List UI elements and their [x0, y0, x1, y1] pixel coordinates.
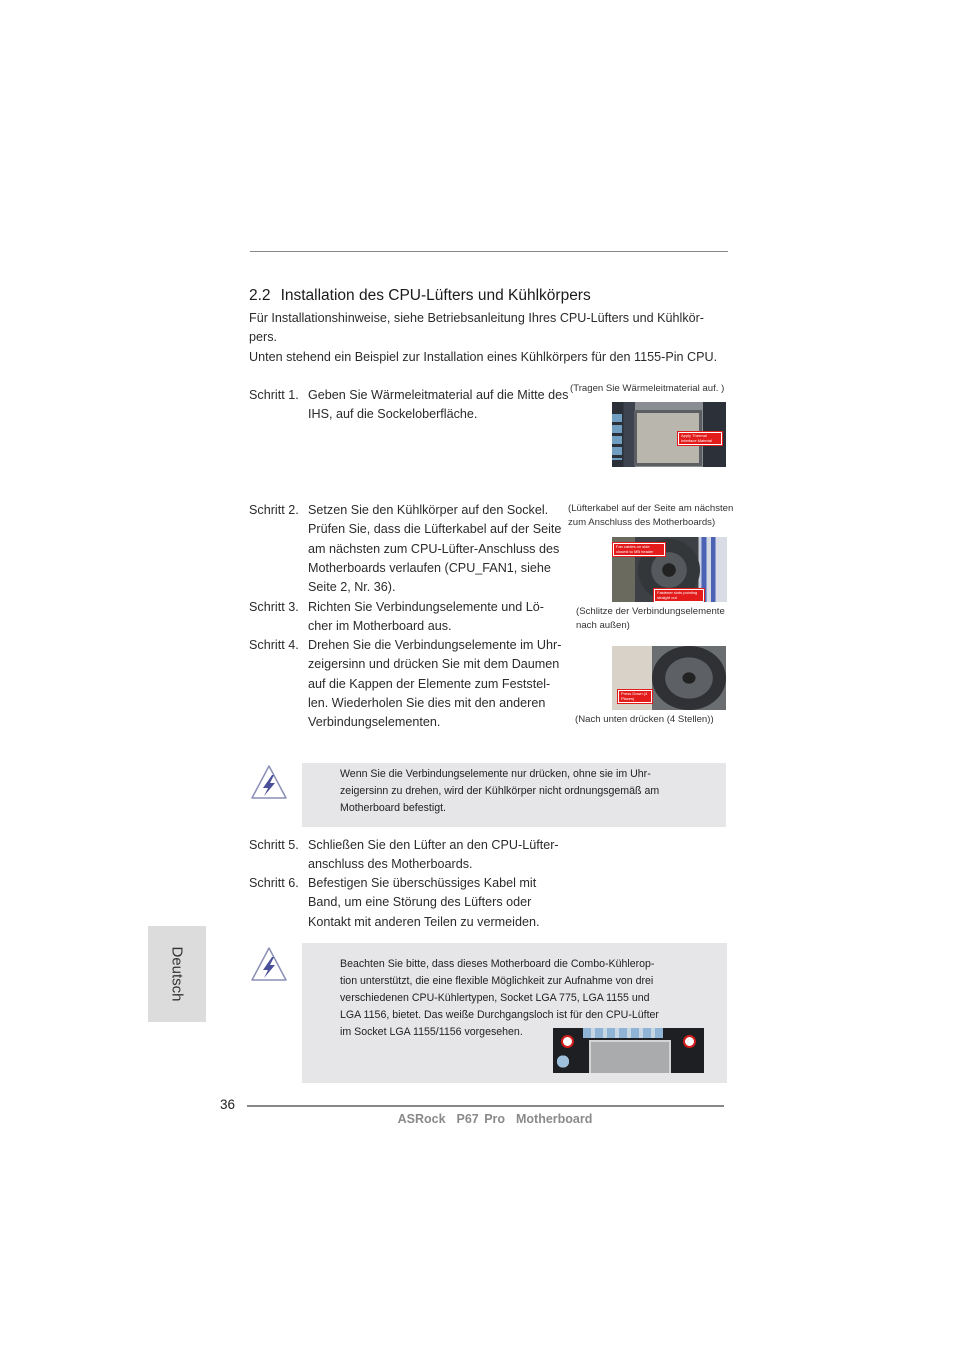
step-text: Drehen Sie die Verbindungselemente im Uhr-zeigersinn und drücken Sie mit dem Daumen auf die Kappen der Elemente zum Feststel-len. Wiederholen Sie dies mit den anderen Verbindungselementen. — [308, 638, 562, 730]
step-text: Setzen Sie den Kühlkörper auf den Sockel. Prüfen Sie, dass die Lüfterkabel auf der Seite am nächsten zum CPU-Lüfter-Anschluss des Motherboards verlaufen (CPU_FAN1, siehe Seite 2, Nr. 36). — [308, 503, 562, 595]
language-tab: Deutsch — [148, 926, 206, 1022]
photo-caption: (Lüfterkabel auf der Seite am nächsten — [568, 503, 734, 514]
intro-line: Unten stehend ein Beispiel zur Installation eines Kühlkörpers für den 1155-Pin CPU. — [249, 349, 718, 364]
page-number: 36 — [220, 1097, 236, 1112]
intro-line: pers. — [249, 330, 277, 345]
note-line: tion unterstützt, die eine flexible Möglichkeit zur Aufnahme von drei — [340, 975, 654, 987]
photo-heatsink-placement — [612, 537, 727, 602]
intro — [249, 309, 729, 367]
footer-rule — [247, 1105, 724, 1107]
header-rule — [250, 251, 728, 252]
note-line: Motherboard befestigt. — [340, 802, 446, 814]
intro-line: Für Installationshinweise, siehe Betriebsanleitung Ihres CPU-Lüfters und Kühlkör- — [249, 311, 705, 325]
note-line: im Socket LGA 1155/1156 vorgesehen. — [340, 1026, 523, 1038]
note-line: Beachten Sie bitte, dass dieses Motherboard die Combo-Kühlerop- — [340, 958, 655, 970]
photo-caption: nach außen) — [576, 620, 630, 631]
photo-caption: (Nach unten drücken (4 Stellen)) — [575, 714, 714, 725]
note-line: zeigersinn zu drehen, wird der Kühlkörper nicht ordnungsgemäß am — [340, 785, 660, 797]
photo-label: Press Down (4 Places) — [618, 690, 652, 703]
photo-label: Fan cables on side closest to MB header — [613, 543, 665, 556]
photo-caption: zum Anschluss des Motherboards) — [568, 517, 716, 528]
warning-icon — [249, 763, 289, 801]
step-text: Richten Sie Verbindungselemente und Lö-cher im Motherboard aus. — [308, 600, 544, 634]
step-text: Befestigen Sie überschüssiges Kabel mit Band, um eine Störung des Lüfters oder Kontakt mit anderen Teilen zu vermeiden. — [308, 876, 540, 929]
photo-socket-holes — [553, 1028, 704, 1073]
section-title: 2.2 Installation des CPU-Lüfters und Kühlkörpers — [249, 287, 591, 304]
photo-press-down — [612, 646, 726, 710]
note-line: LGA 1156, bietet. Das weiße Durchgangsloch ist für den CPU-Lüfter — [340, 1009, 659, 1021]
warning-icon — [249, 945, 289, 983]
note-line: Wenn Sie die Verbindungselemente nur drücken, ohne sie im Uhr- — [340, 768, 651, 780]
step-text: Schließen Sie den Lüfter an den CPU-Lüfter-anschluss des Motherboards. — [308, 838, 559, 872]
step-text: Geben Sie Wärmeleitmaterial auf die Mitte des IHS, auf die Sockeloberfläche. — [308, 388, 569, 422]
photo-caption: (Tragen Sie Wärmeleitmaterial auf. ) — [570, 383, 725, 394]
photo-label: Apply Thermal Interface Material — [678, 432, 722, 445]
footer-product: ASRock P67 Pro Motherboard — [397, 1112, 593, 1126]
photo-label: Fastener slots pointing straight out — [654, 589, 704, 602]
note-line: verschiedenen CPU-Kühlertypen, Socket LGA 775, LGA 1155 und — [340, 992, 650, 1004]
photo-thermal-paste — [612, 402, 726, 467]
note-box — [302, 763, 726, 827]
note-box — [302, 943, 727, 1083]
photo-caption: (Schlitze der Verbindungselemente — [576, 606, 725, 617]
